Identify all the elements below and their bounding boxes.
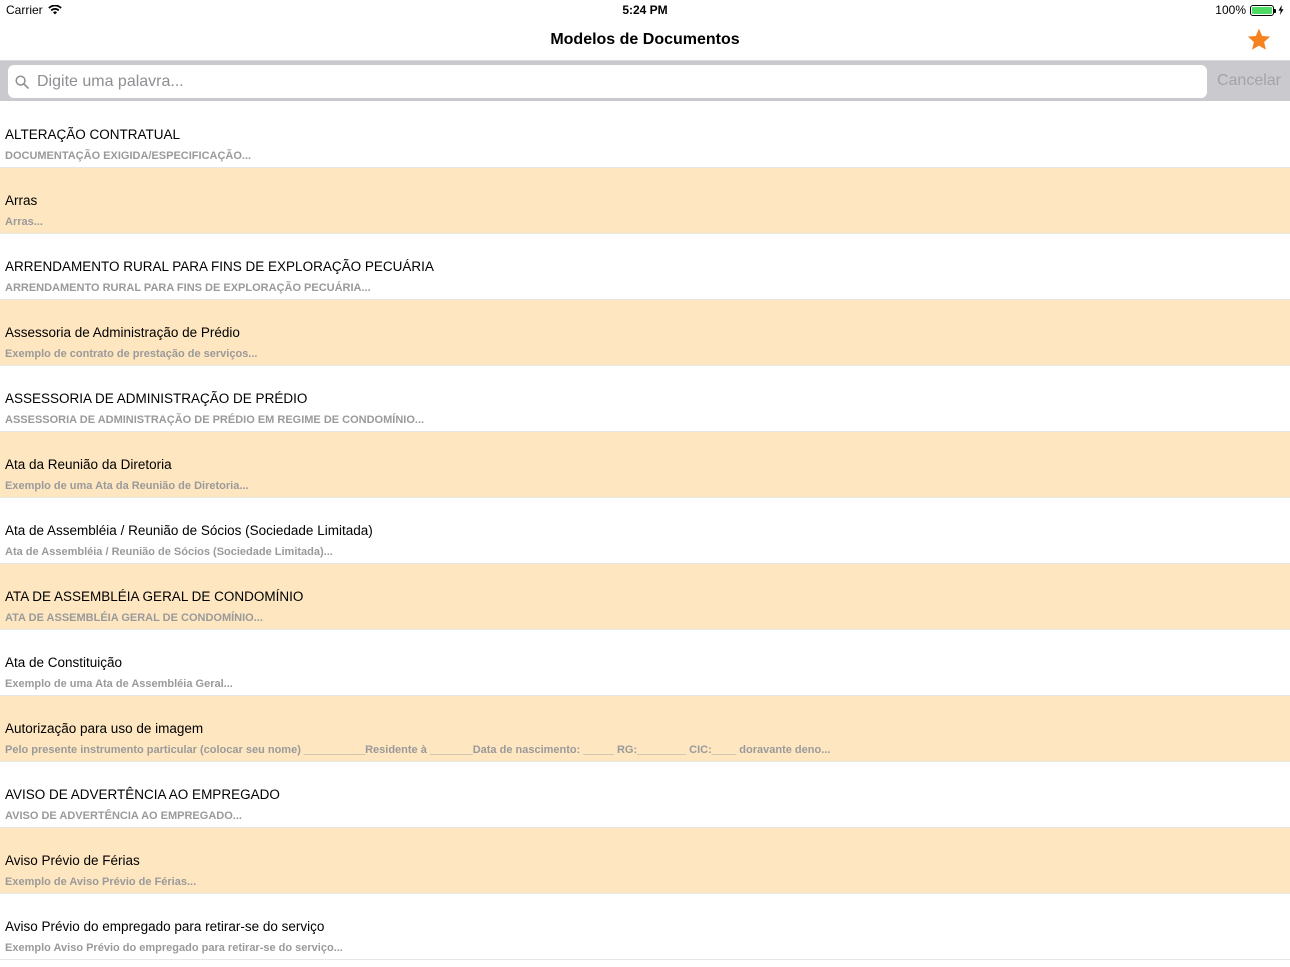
battery-info [1215, 3, 1284, 17]
document-row[interactable] [0, 828, 1290, 894]
carrier-label: Carrier [6, 3, 43, 17]
document-row[interactable] [0, 564, 1290, 630]
document-subtitle: Ata de Assembléia / Reunião de Sócios (Sociedade Limitada)... [5, 546, 333, 558]
document-title: ASSESSORIA DE ADMINISTRAÇÃO DE PRÉDIO [5, 391, 308, 406]
document-subtitle: Exemplo de uma Ata da Reunião de Diretoria... [5, 480, 249, 492]
document-title: Arras [5, 193, 38, 208]
star-icon [1246, 27, 1272, 53]
cancel-button[interactable]: Cancelar [1216, 72, 1281, 89]
favorites-button[interactable] [1246, 27, 1272, 53]
document-subtitle: Pelo presente instrumento particular (colocar seu nome) __________Residente à _______Data de nascimento: _____ RG:________ CIC:____ doravante deno... [5, 744, 831, 756]
document-row[interactable] [0, 762, 1290, 828]
document-title: AVISO DE ADVERTÊNCIA AO EMPREGADO [5, 787, 280, 802]
search-input[interactable] [35, 72, 1189, 92]
document-title: ATA DE ASSEMBLÉIA GERAL DE CONDOMÍNIO [5, 589, 304, 604]
document-subtitle: Exemplo Aviso Prévio do empregado para retirar-se do serviço... [5, 942, 343, 954]
navigation-bar [0, 20, 1290, 61]
document-subtitle: Exemplo de uma Ata de Assembléia Geral... [5, 678, 233, 690]
battery-icon [1250, 5, 1274, 16]
document-subtitle: ARRENDAMENTO RURAL PARA FINS DE EXPLORAÇÃO PECUÁRIA... [5, 282, 371, 294]
battery-percent: 100% [1215, 3, 1246, 17]
document-row[interactable] [0, 894, 1290, 960]
document-subtitle: DOCUMENTAÇÃO EXIGIDA/ESPECIFICAÇÃO... [5, 150, 252, 162]
document-row[interactable] [0, 234, 1290, 300]
document-row[interactable] [0, 102, 1290, 168]
document-row[interactable] [0, 366, 1290, 432]
document-subtitle: Exemplo de contrato de prestação de serviços... [5, 348, 258, 360]
battery-fill [1252, 7, 1272, 14]
search-field[interactable] [8, 65, 1207, 98]
document-title: Aviso Prévio de Férias [5, 853, 140, 868]
document-subtitle: AVISO DE ADVERTÊNCIA AO EMPREGADO... [5, 810, 242, 822]
document-title: Ata de Assembléia / Reunião de Sócios (Sociedade Limitada) [5, 523, 373, 538]
document-row[interactable] [0, 168, 1290, 234]
search-icon [15, 75, 29, 89]
document-subtitle: Exemplo de Aviso Prévio de Férias... [5, 876, 197, 888]
page-title: Modelos de Documentos [550, 31, 740, 48]
document-list [0, 102, 1290, 960]
document-row[interactable] [0, 300, 1290, 366]
document-title: Ata da Reunião da Diretoria [5, 457, 172, 472]
document-title: ALTERAÇÃO CONTRATUAL [5, 127, 181, 142]
document-subtitle: ATA DE ASSEMBLÉIA GERAL DE CONDOMÍNIO... [5, 612, 263, 624]
status-bar [0, 0, 1290, 20]
document-title: Autorização para uso de imagem [5, 721, 204, 736]
document-row[interactable] [0, 432, 1290, 498]
document-row[interactable] [0, 696, 1290, 762]
document-title: ARRENDAMENTO RURAL PARA FINS DE EXPLORAÇÃO PECUÁRIA [5, 259, 434, 274]
charging-icon [1278, 5, 1284, 15]
document-row[interactable] [0, 630, 1290, 696]
document-title: Assessoria de Administração de Prédio [5, 325, 240, 340]
document-subtitle: ASSESSORIA DE ADMINISTRAÇÃO DE PRÉDIO EM REGIME DE CONDOMÍNIO... [5, 414, 425, 426]
status-time: 5:24 PM [622, 3, 668, 17]
document-subtitle: Arras... [5, 216, 43, 228]
search-bar [0, 61, 1290, 101]
document-title: Aviso Prévio do empregado para retirar-se do serviço [5, 919, 325, 934]
document-row[interactable] [0, 498, 1290, 564]
document-title: Ata de Constituição [5, 655, 123, 670]
